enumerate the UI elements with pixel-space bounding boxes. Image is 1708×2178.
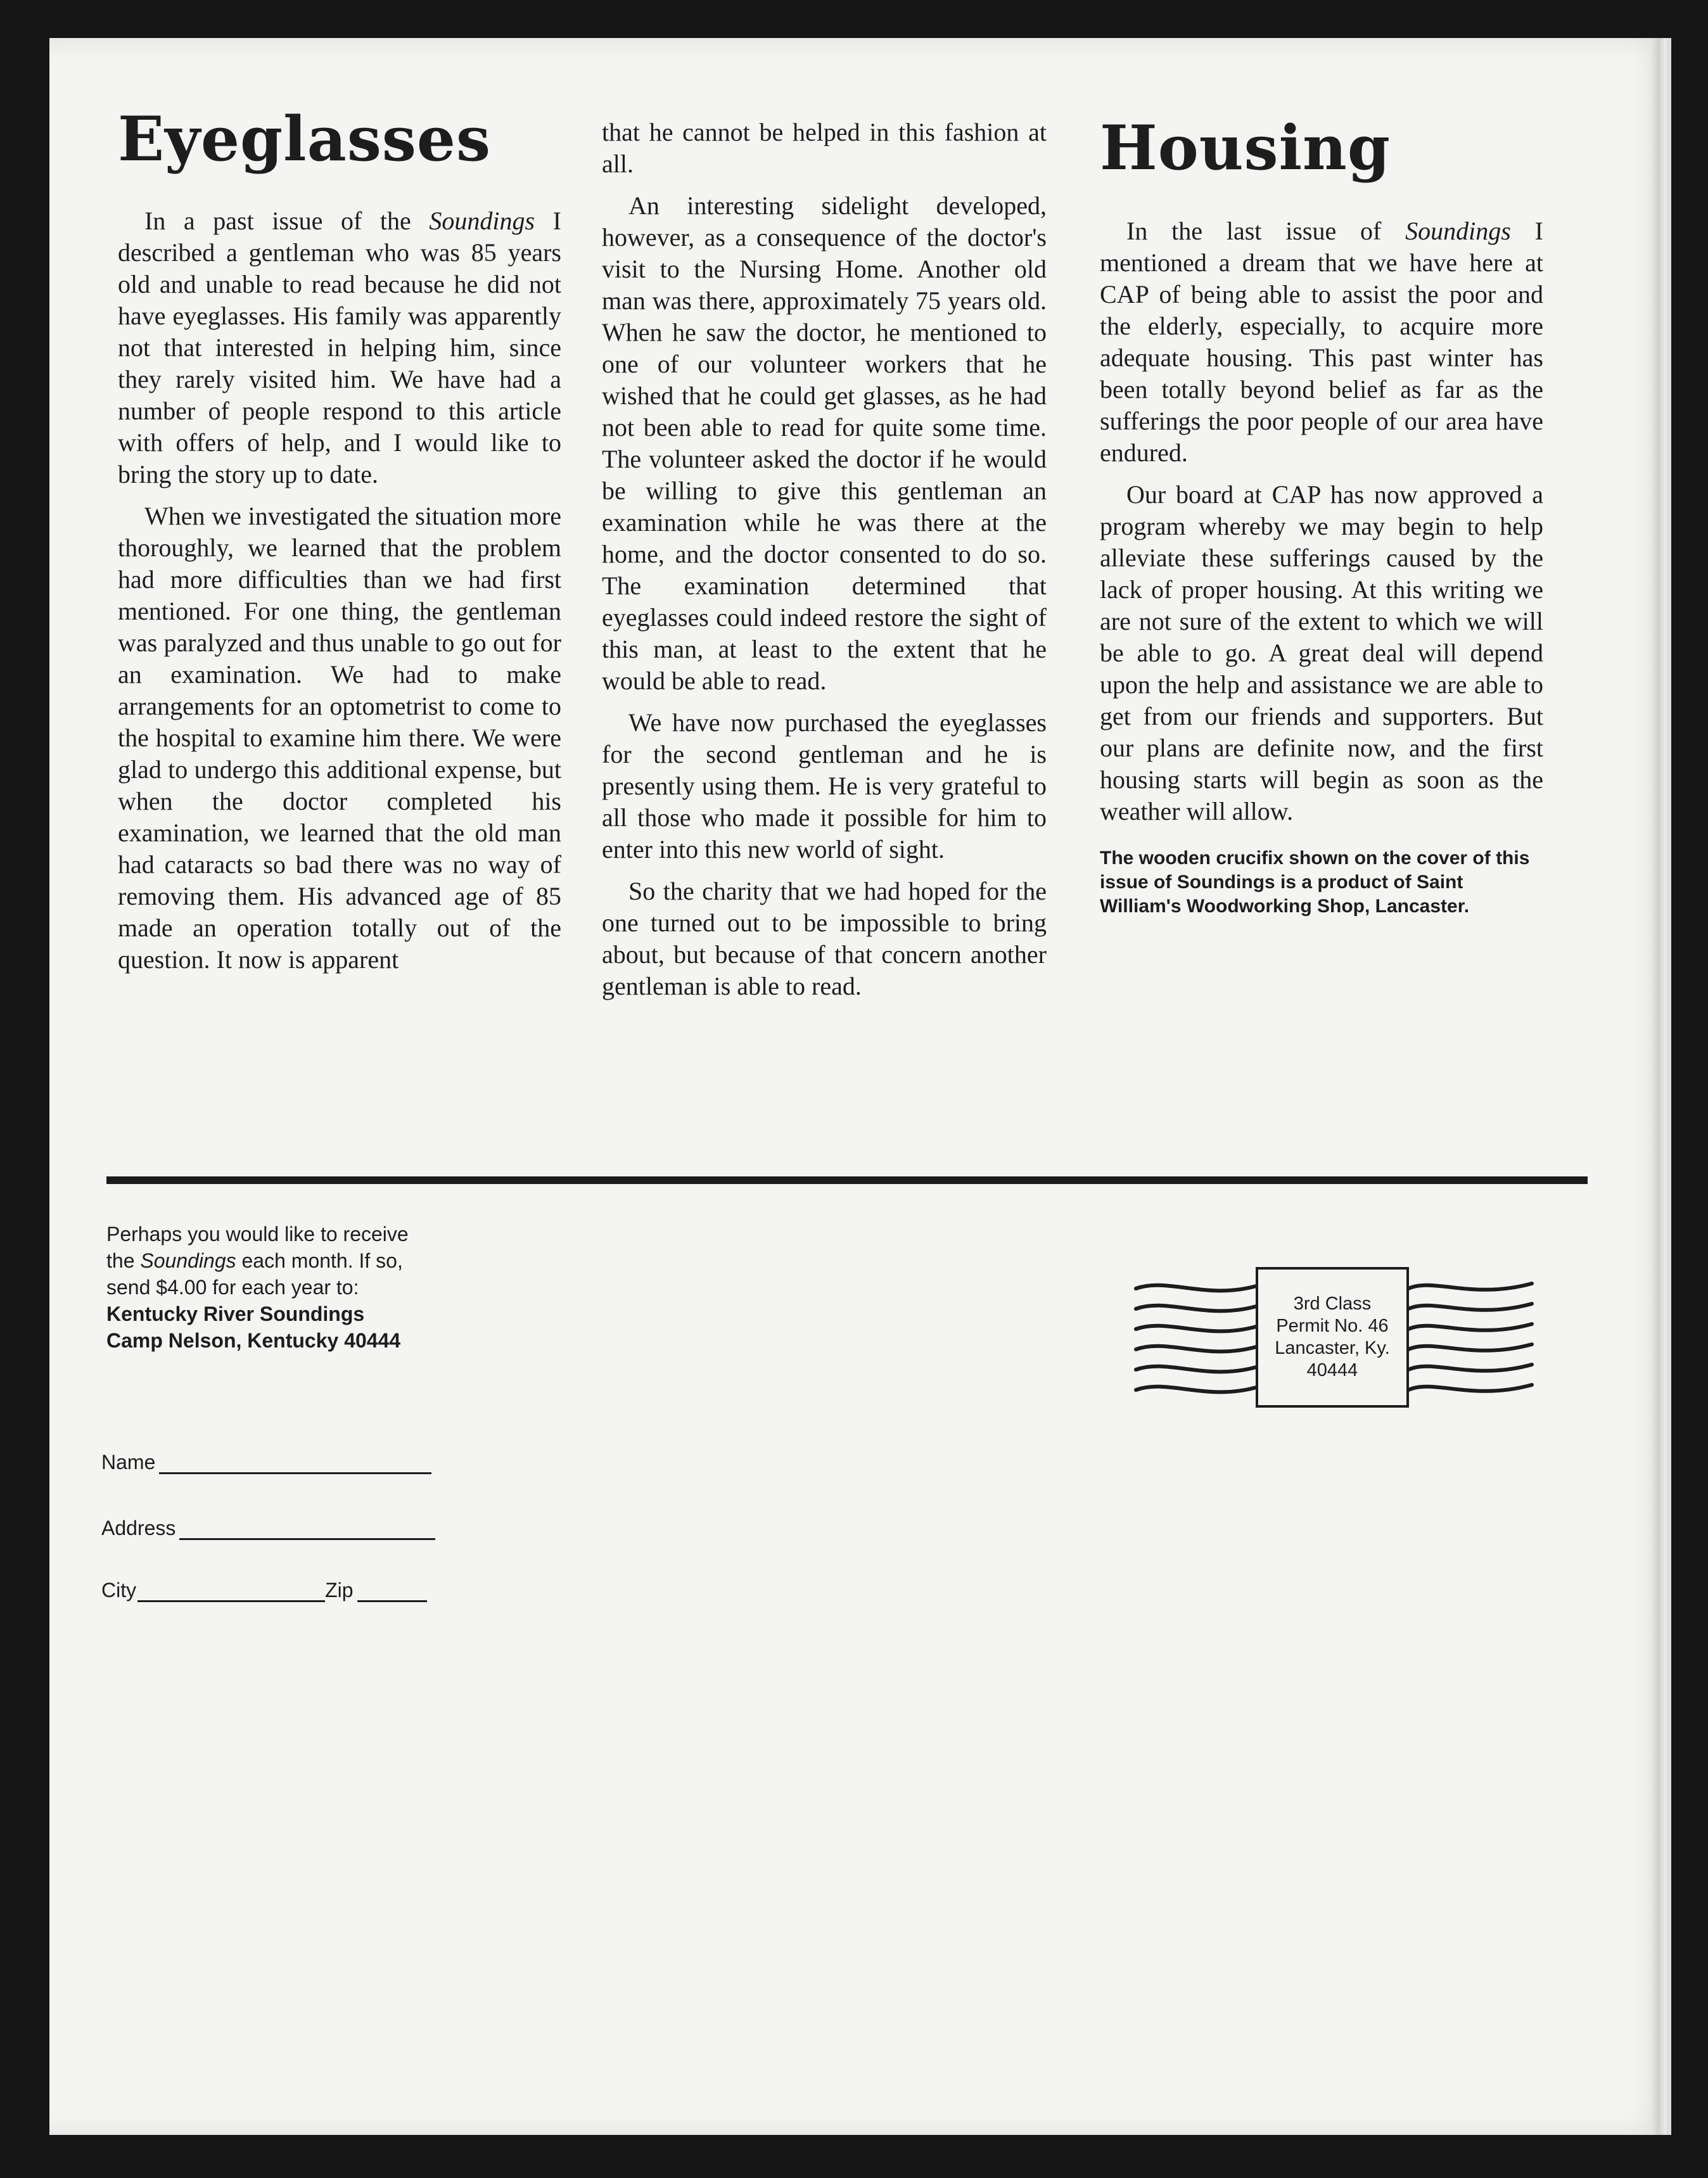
mailing-address-line-2: Camp Nelson, Kentucky 40444	[106, 1329, 401, 1352]
city-blank[interactable]	[137, 1600, 325, 1602]
page-sheet	[49, 38, 1671, 2135]
eyeglasses-body	[118, 205, 561, 976]
middle-paragraph-3: We have now purchased the eyeglasses for the second gentleman and he is presently using them. He is very grateful to all those who made it possible for him to enter into this new world of sight.	[602, 708, 1047, 863]
middle-paragraph-4: So the charity that we had hoped for the one turned out to be impossible to bring about, but because of that concern another gentleman is able to read.	[602, 877, 1047, 1000]
city-label: City	[101, 1579, 137, 1602]
permit-city: Lancaster, Ky.	[1275, 1338, 1390, 1358]
eyeglasses-paragraph-2: When we investigated the situation more thoroughly, we learned that the problem had more difficulties than we had first mentioned. For one thing, the gentleman was paralyzed and thus unable to go out for an examination. We had to make arrangements for an optometrist to come to the hospital to examine him there. We were glad to undergo this additional expense, but when the doctor completed his examination, we learned that the old man had cataracts so bad there was no way of removing them. His advanced age of 85 made an operation totally out of the question. It now is apparent	[118, 502, 561, 974]
name-blank[interactable]	[159, 1472, 431, 1474]
zip-label: Zip	[325, 1579, 354, 1602]
cover-note: The wooden crucifix shown on the cover of this issue of Soundings is a product of Saint William's Woodworking Shop, Lancaster.	[1100, 848, 1530, 917]
permit-number: Permit No. 46	[1276, 1316, 1389, 1336]
city-zip-field[interactable]	[101, 1579, 427, 1602]
eyeglasses-paragraph-1: In a past issue of the Soundings I described a gentleman who was 85 years old and unable to read because he did not have eyeglasses. His family was apparently not that interested in helping him, since they rarely visited him. We have had a number of people respond to this article with offers of help, and I would like to bring the story up to date.	[118, 207, 561, 488]
middle-paragraph-1: that he cannot be helped in this fashion at all.	[602, 118, 1047, 178]
zip-blank[interactable]	[357, 1600, 427, 1602]
housing-body	[1100, 215, 1543, 827]
permit-box	[1256, 1267, 1409, 1408]
postage-permit-stamp	[1130, 1267, 1535, 1413]
housing-title: Housing	[1100, 112, 1391, 184]
eyeglasses-article	[118, 103, 561, 986]
eyeglasses-continued	[602, 117, 1047, 1012]
name-label: Name	[101, 1451, 156, 1474]
page-fold-shadow	[1651, 38, 1666, 2135]
subscription-info: Perhaps you would like to receive the Soundings each month. If so, send $4.00 for each year to: Kentucky River Soundings Camp Nelson, Kentucky 40444	[106, 1221, 512, 1354]
section-divider	[106, 1176, 1588, 1184]
name-field[interactable]	[101, 1451, 431, 1474]
mailing-address-line-1: Kentucky River Soundings	[106, 1302, 365, 1325]
address-blank[interactable]	[179, 1538, 435, 1540]
housing-article	[1100, 112, 1543, 919]
middle-paragraph-2: An interesting sidelight developed, however, as a consequence of the doctor's visit to the Nursing Home. Another old man was there, approximately 75 years old. When he saw the doctor, he mentioned to one of our volunteer workers that he wished that he could get glasses, as he had not been able to read for quite some time. The volunteer asked the doctor if he would be willing to give this gentleman an examination while he was there at the home, and the doctor consented to do so. The examination determined that eyeglasses could indeed restore the sight of this man, at least to the extent that he would be able to read.	[602, 191, 1047, 695]
permit-class: 3rd Class	[1293, 1294, 1372, 1314]
housing-paragraph-2: Our board at CAP has now approved a program whereby we may begin to help alleviate these sufferings caused by the lack of proper housing. At this writing we are not sure of the extent to which we will be able to go. A great deal will depend upon the help and assistance we are able to get from our friends and supporters. But our plans are definite now, and the first housing starts will begin as soon as the weather will allow.	[1100, 480, 1543, 825]
address-field[interactable]	[101, 1517, 435, 1540]
permit-zip: 40444	[1306, 1360, 1358, 1380]
housing-paragraph-1: In the last issue of Soundings I mentioned a dream that we have here at CAP of being able to assist the poor and the elderly, especially, to acquire more adequate housing. This past winter has been totally beyond belief as far as the sufferings the poor people of our area have endured.	[1100, 217, 1543, 467]
eyeglasses-title: Eyeglasses	[118, 103, 492, 175]
address-label: Address	[101, 1517, 176, 1539]
